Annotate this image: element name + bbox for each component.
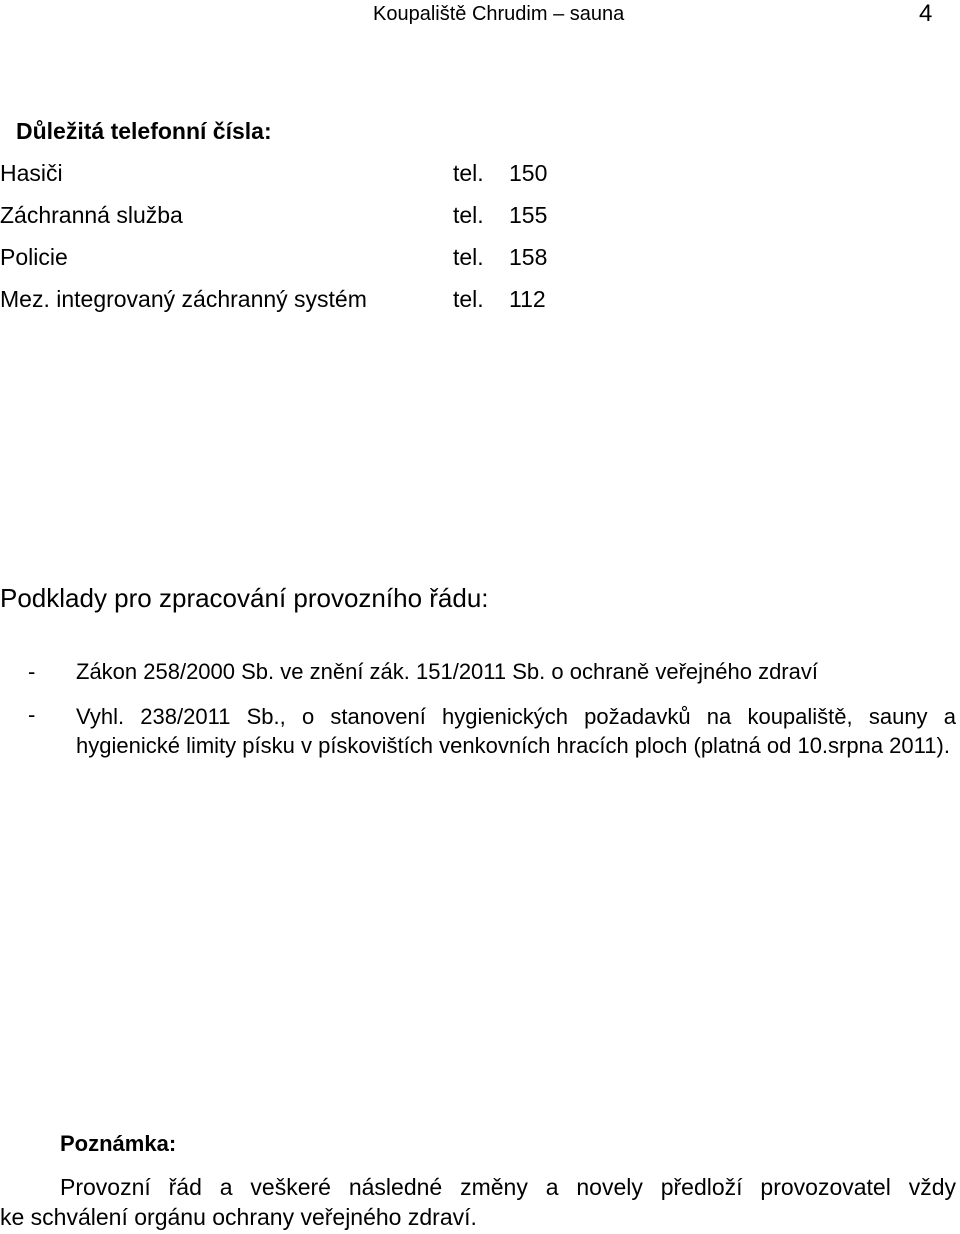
phone-number-zachranna-sluzba: 155 [509, 202, 548, 228]
header-title: Koupaliště Chrudim – sauna [373, 3, 625, 25]
sources-item-vyhlaska: Vyhl. 238/2011 Sb., o stanovení hygienických požadavků na koupaliště, sauny a hygienické limity písku v pískovištích venkovních hracích ploch (platná od 10.srpna 2011). [76, 704, 956, 758]
list-bullet: - [28, 702, 36, 727]
note-text-line-2: ke schválení orgánu ochrany veřejného zdraví. [0, 1204, 477, 1230]
page-number: 4 [919, 0, 933, 27]
phone-number-hasici: 150 [509, 160, 548, 186]
phone-name-izs: Mez. integrovaný záchranný systém [0, 286, 367, 312]
phone-number-izs: 112 [509, 286, 546, 312]
note-text-line-1: Provozní řád a veškeré následné změny a novely předloží provozovatel vždy [60, 1174, 956, 1200]
phone-prefix: tel. [453, 286, 484, 312]
phone-name-zachranna-sluzba: Záchranná služba [0, 202, 183, 228]
phone-prefix: tel. [453, 244, 484, 270]
sources-heading: Podklady pro zpracování provozního řádu: [0, 583, 489, 613]
phone-number-policie: 158 [509, 244, 548, 270]
phones-heading: Důležitá telefonní čísla: [16, 118, 272, 144]
phone-name-hasici: Hasiči [0, 160, 63, 186]
phone-prefix: tel. [453, 202, 484, 228]
list-bullet: - [28, 659, 36, 684]
phone-prefix: tel. [453, 160, 484, 186]
phone-name-policie: Policie [0, 244, 68, 270]
sources-item-zakon: Zákon 258/2000 Sb. ve znění zák. 151/2011 Sb. o ochraně veřejného zdraví [76, 659, 818, 684]
note-heading: Poznámka: [60, 1131, 177, 1156]
